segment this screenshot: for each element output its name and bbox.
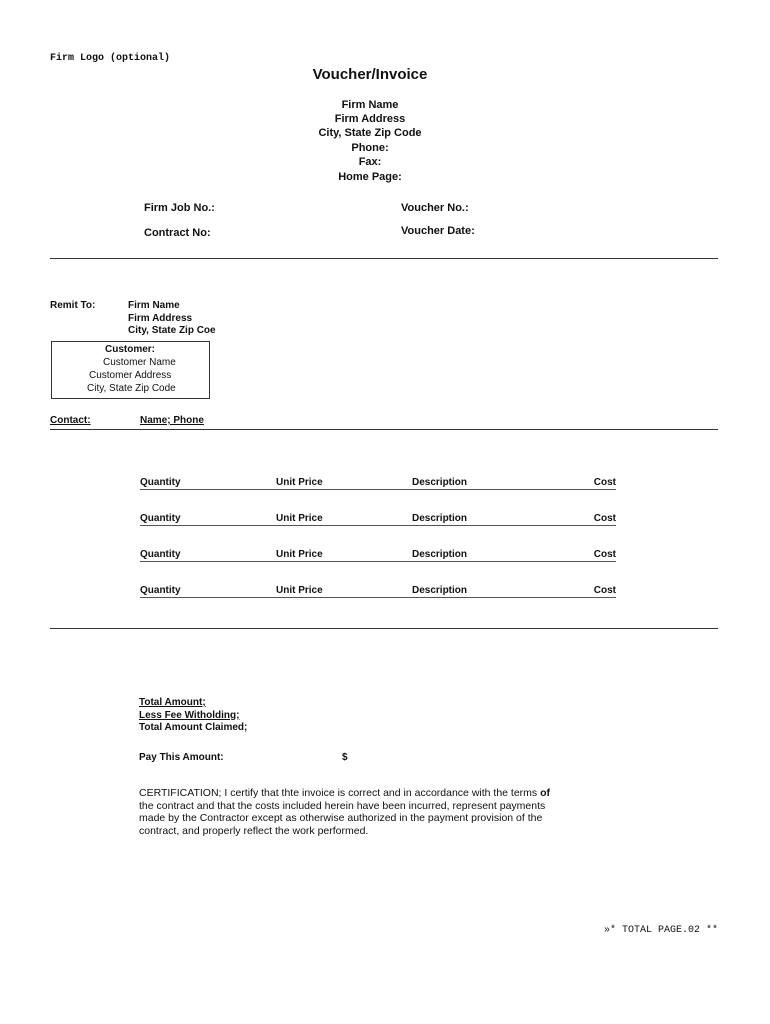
remit-firm-address: Firm Address bbox=[128, 313, 193, 324]
header-city-state-zip: City, State Zip Code bbox=[318, 127, 422, 139]
description-label: Description bbox=[412, 477, 468, 488]
remit-city-state-zip: City, State Zip Coe bbox=[128, 325, 216, 336]
line-item-rule bbox=[140, 525, 616, 526]
customer-heading: Customer: bbox=[105, 344, 156, 355]
quantity-label: Quantity bbox=[140, 585, 181, 596]
firm-logo-placeholder: Firm Logo (optional) bbox=[50, 53, 171, 64]
header-home-page: Home Page: bbox=[338, 171, 402, 183]
customer-address: Customer Address bbox=[89, 370, 172, 381]
document-title: Voucher/Invoice bbox=[312, 66, 428, 83]
line-item-row bbox=[140, 513, 616, 527]
line-item-rule bbox=[140, 489, 616, 490]
line-item-rule bbox=[140, 561, 616, 562]
description-label: Description bbox=[412, 513, 468, 524]
certification-text bbox=[139, 787, 559, 837]
cost-label: Cost bbox=[593, 585, 616, 596]
line-item-row bbox=[140, 477, 616, 491]
quantity-label: Quantity bbox=[140, 477, 181, 488]
contact-divider bbox=[50, 429, 718, 430]
certification-text-part: the contract and that the costs included herein have been incurred, represent payments made by the Contractor except as otherwise authorized in the payment provision of the contract, and properly reflect the work performed. bbox=[139, 799, 546, 837]
total-claimed-label: Total Amount Claimed; bbox=[139, 722, 248, 733]
customer-box bbox=[51, 341, 210, 399]
divider-bottom bbox=[50, 628, 718, 629]
divider-top bbox=[50, 258, 718, 259]
unit-price-label: Unit Price bbox=[276, 585, 323, 596]
customer-city-state-zip: City, State Zip Code bbox=[87, 383, 176, 394]
certification-text-part: CERTIFICATION; I certify that thte invoice is correct and in accordance with the terms bbox=[139, 787, 541, 799]
contract-no-label: Contract No: bbox=[144, 227, 211, 239]
pay-this-amount-label: Pay This Amount: bbox=[139, 752, 224, 763]
quantity-label: Quantity bbox=[140, 513, 181, 524]
cost-label: Cost bbox=[593, 513, 616, 524]
contact-label: Contact: bbox=[50, 415, 91, 426]
description-label: Description bbox=[412, 549, 468, 560]
line-item-row bbox=[140, 585, 616, 599]
page-total-footer: »* TOTAL PAGE.02 ** bbox=[603, 925, 718, 936]
contact-value: Name; Phone bbox=[140, 415, 204, 426]
header-firm-address: Firm Address bbox=[334, 113, 406, 125]
unit-price-label: Unit Price bbox=[276, 549, 323, 560]
header-firm-name: Firm Name bbox=[341, 99, 399, 111]
unit-price-label: Unit Price bbox=[276, 477, 323, 488]
firm-job-no-label: Firm Job No.: bbox=[144, 202, 215, 214]
header-fax: Fax: bbox=[358, 156, 382, 168]
quantity-label: Quantity bbox=[140, 549, 181, 560]
header-phone: Phone: bbox=[351, 142, 389, 154]
line-item-rule bbox=[140, 597, 616, 598]
less-fee-label: Less Fee Witholding; bbox=[139, 710, 240, 721]
description-label: Description bbox=[412, 585, 468, 596]
total-amount-label: Total Amount; bbox=[139, 697, 206, 708]
voucher-no-label: Voucher No.: bbox=[401, 202, 469, 214]
line-item-row bbox=[140, 549, 616, 563]
remit-firm-name: Firm Name bbox=[128, 300, 180, 311]
remit-to-label: Remit To: bbox=[50, 300, 96, 311]
unit-price-label: Unit Price bbox=[276, 513, 323, 524]
cost-label: Cost bbox=[593, 549, 616, 560]
customer-name: Customer Name bbox=[103, 357, 176, 368]
certification-of-word: of bbox=[540, 787, 551, 799]
cost-label: Cost bbox=[593, 477, 616, 488]
voucher-date-label: Voucher Date: bbox=[401, 225, 475, 237]
currency-symbol: $ bbox=[342, 752, 348, 763]
